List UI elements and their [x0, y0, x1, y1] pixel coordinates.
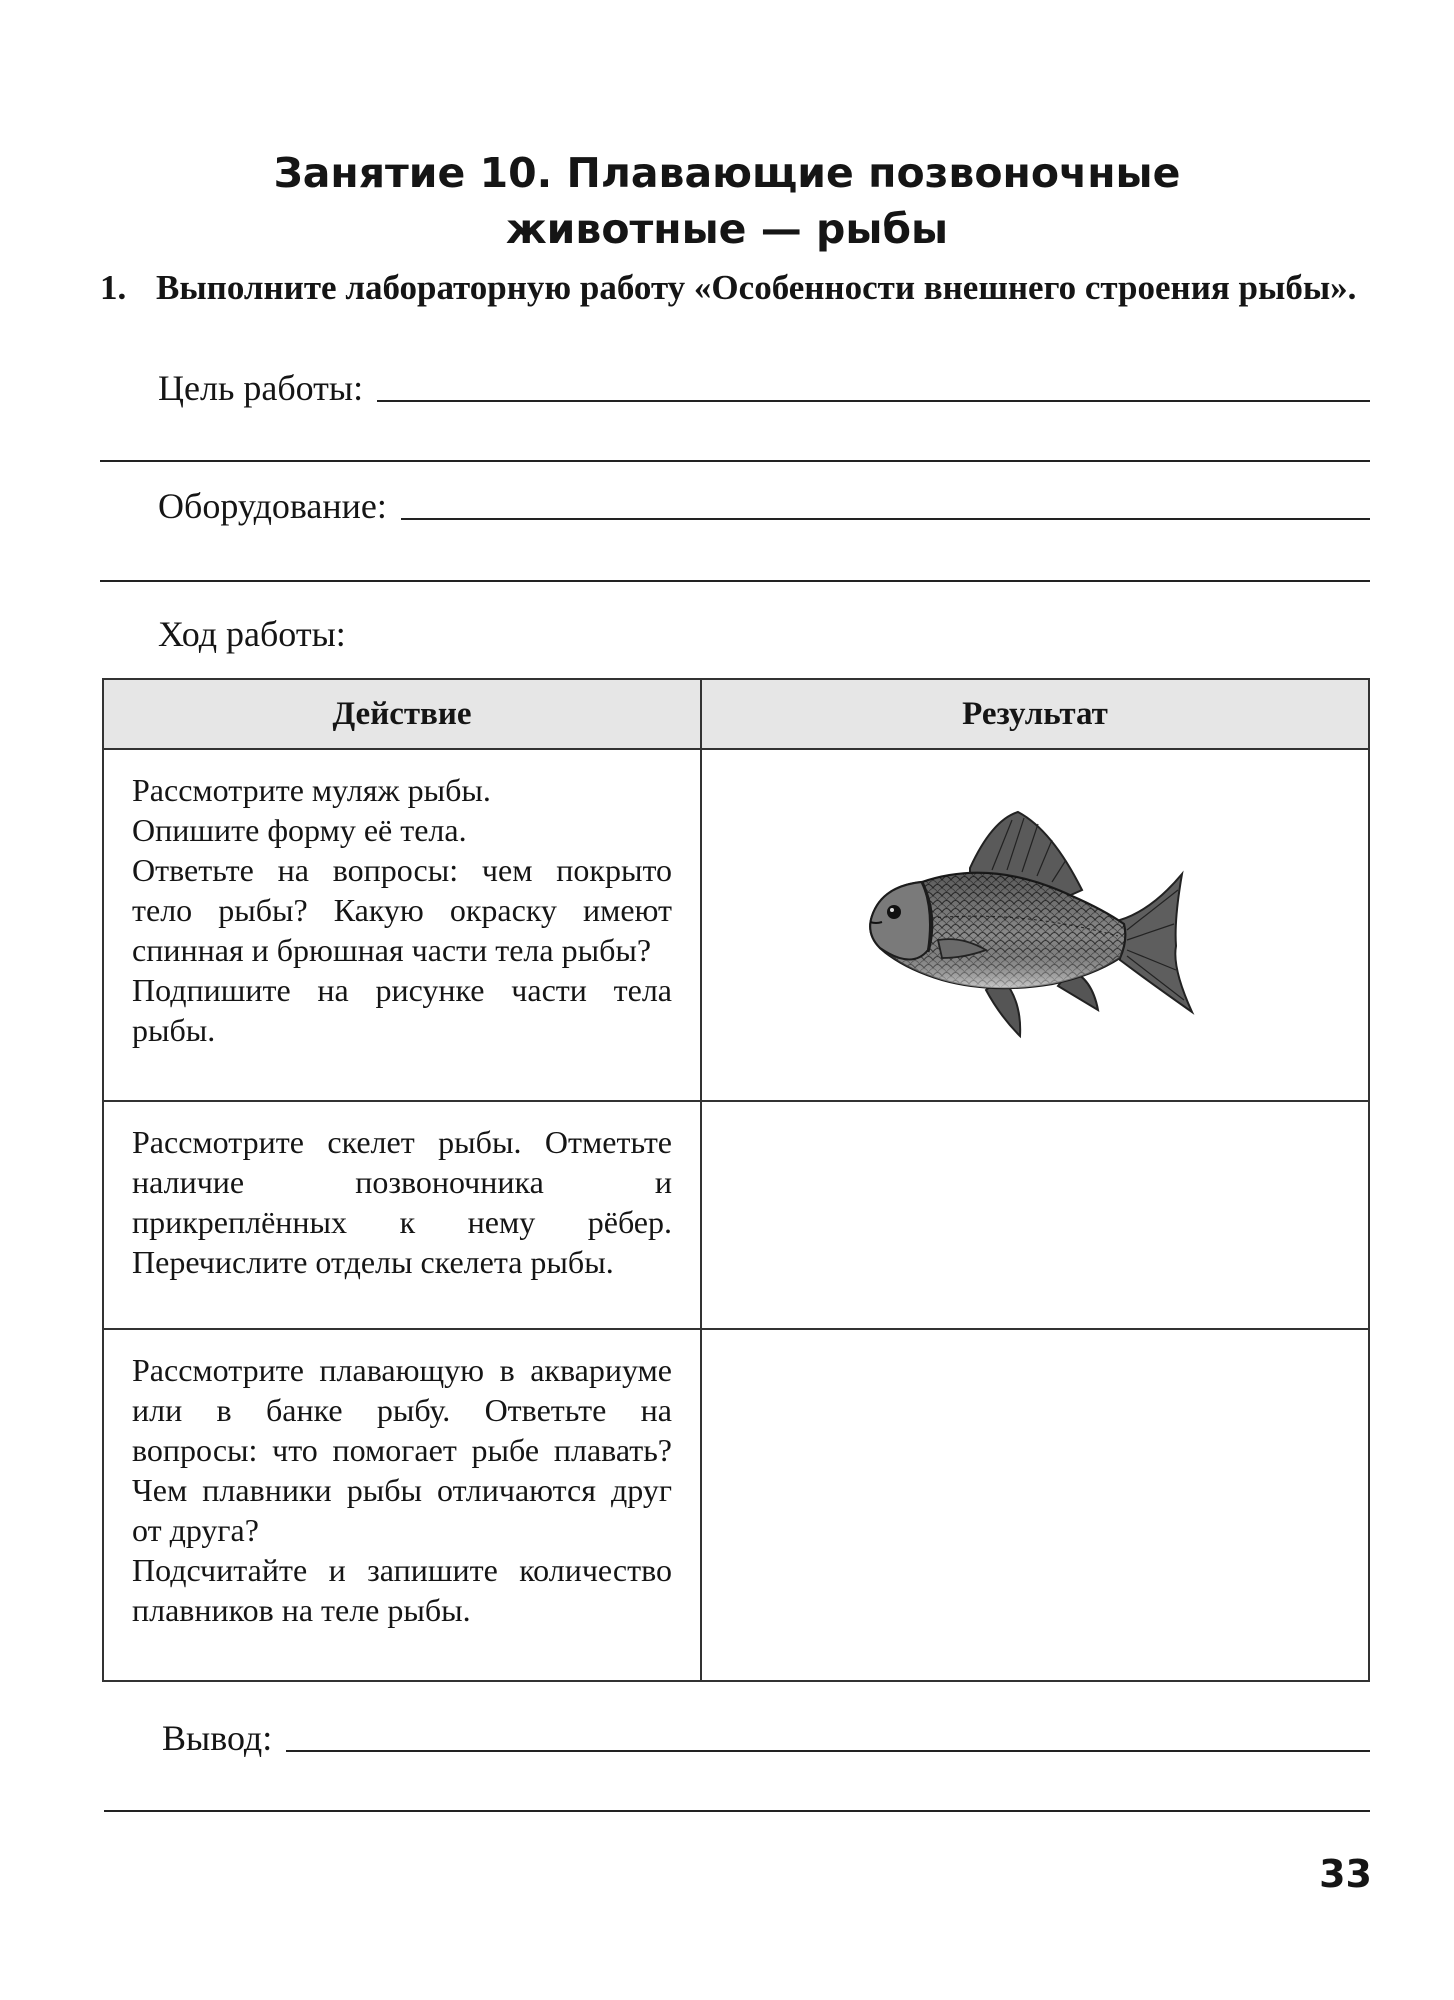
page-number: 33	[1319, 1852, 1372, 1896]
fish-head	[870, 882, 930, 960]
goal-answer-line[interactable]	[377, 400, 1370, 402]
lesson-title-line-2: животные — рыбы	[505, 205, 949, 253]
conclusion-label: Вывод:	[162, 1718, 273, 1758]
fish-illustration	[852, 800, 1212, 1060]
table-row	[103, 1329, 1369, 1681]
equipment-answer-line-2[interactable]	[100, 580, 1370, 582]
table-row	[103, 1101, 1369, 1329]
action-text: Подсчитайте и запишите количество плавников на теле рыбы.	[132, 1552, 672, 1628]
result-cell-1[interactable]	[701, 749, 1369, 1101]
action-text: Подпишите на рисунке части тела рыбы.	[132, 972, 672, 1048]
table-header-row	[103, 679, 1369, 749]
task-text: Выполните лабораторную работу «Особенности внешнего строения рыбы».	[156, 268, 1357, 307]
procedure-label: Ход работы:	[158, 614, 346, 654]
action-cell-3	[103, 1329, 701, 1681]
fish-eye	[887, 905, 901, 919]
tail-fin	[1120, 874, 1192, 1012]
equipment-answer-line[interactable]	[401, 518, 1370, 520]
result-cell-2[interactable]	[701, 1101, 1369, 1329]
lesson-title-line-1: Занятие 10. Плавающие позвоночные	[273, 149, 1181, 197]
action-text: Рассмотрите плавающую в аквариуме или в банке рыбу. Ответьте на вопросы: что помогает рыбе плавать? Чем плавники рыбы отличаются друг от друга?	[132, 1352, 672, 1548]
table-row	[103, 749, 1369, 1101]
action-text: Рассмотрите скелет рыбы. Отметьте наличие позвоночника и прикреплённых к нему рёбер. Перечислите отделы скелета рыбы.	[132, 1124, 672, 1280]
goal-answer-line-2[interactable]	[100, 460, 1370, 462]
action-text: Ответьте на вопросы: чем покрыто тело рыбы? Какую окраску имеют спинная и брюшная части тела рыбы?	[132, 852, 672, 968]
action-cell-1	[103, 749, 701, 1101]
goal-field	[158, 366, 1370, 410]
action-text: Рассмотрите муляж рыбы.	[132, 772, 491, 808]
result-cell-3[interactable]	[701, 1329, 1369, 1681]
conclusion-field	[162, 1716, 1370, 1760]
header-result: Результат	[701, 679, 1369, 749]
goal-label: Цель работы:	[158, 368, 364, 408]
conclusion-answer-line-2[interactable]	[104, 1810, 1370, 1812]
header-action: Действие	[103, 679, 701, 749]
action-cell-2	[103, 1101, 701, 1329]
lab-table	[102, 678, 1370, 1682]
conclusion-answer-line[interactable]	[286, 1750, 1370, 1752]
action-text: Опишите форму её тела.	[132, 812, 467, 848]
lesson-title	[100, 145, 1354, 257]
task-number: 1.	[100, 268, 127, 307]
equipment-field	[158, 484, 1370, 528]
equipment-label: Оборудование:	[158, 486, 387, 526]
